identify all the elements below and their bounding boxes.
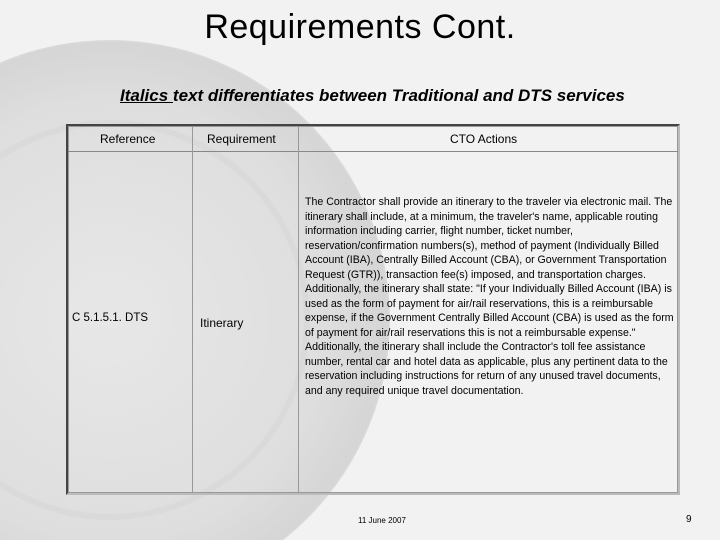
header-cto-actions: CTO Actions	[450, 132, 518, 146]
footer-date: 11 June 2007	[358, 516, 406, 525]
table-header-row	[68, 126, 678, 152]
page-number: 9	[686, 514, 692, 525]
subtitle-rest: text differentiates between Traditional and DTS services	[172, 86, 625, 105]
subtitle-italics-word: Italics	[120, 86, 173, 105]
cell-cto-action: The Contractor shall provide an itinerary to the traveler via electronic mail. The itinerary shall include, at a minimum, the traveler's name, applicable routing information including carrier, flight number, ticket number, reservation/confirmation numbers(s), method of payment (Individually Billed Account (IBA), Centrally Billed Account (CBA), or Government Transportation Request (GTR)), transaction fee(s) imposed, and transportation charges. Additionally, the itinerary shall state: "If your Individually Billed Account (IBA) is used as the form of payment for air/rail reservations, this is a reimbursable expense, if the Government Centrally Billed Account (CBA) is used as the form of payment for air/rail reservations this is not a reimbursable expense." Additionally, the itinerary shall include the Contractor's toll fee assistance number, rental car and hotel data as applicable, plus any pertinent data to the reservation including instructions for return of any unused travel documents, and any required unique travel documentation.	[305, 196, 674, 397]
slide-subtitle	[120, 86, 680, 106]
slide-title: Requirements Cont.	[204, 8, 516, 46]
cell-reference: C 5.1.5.1. DTS	[72, 312, 149, 324]
header-requirement: Requirement	[207, 132, 276, 146]
column-divider	[298, 126, 299, 493]
column-divider	[192, 126, 193, 493]
header-reference: Reference	[100, 132, 156, 146]
cell-requirement: Itinerary	[200, 316, 244, 330]
